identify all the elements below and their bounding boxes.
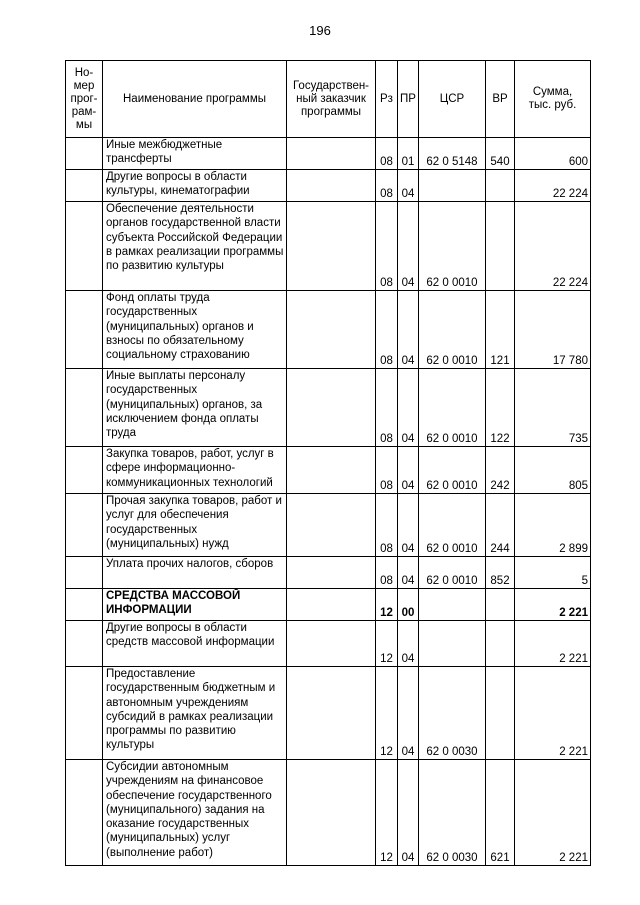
cell-pr: 00 [398,589,419,621]
cell-program-name: Обеспечение деятельности органов государственной власти субъекта Российской Федерации в рамках реализации программы по развитию культуры [103,202,287,291]
cell-program-name: Прочая закупка товаров, работ и услуг для обеспечения государственных (муниципальных) нужд [103,494,287,557]
cell-program-name: Фонд оплаты труда государственных (муниципальных) органов и взносы по обязательному социальному страхованию [103,291,287,369]
table-row [66,369,591,447]
cell-state-customer [287,369,376,447]
cell-program-name: Уплата прочих налогов, сборов [103,557,287,589]
cell-pr: 04 [398,621,419,667]
header-state-customer: Государствен- ный заказчик программы [287,61,376,138]
cell-state-customer [287,170,376,202]
table-row [66,447,591,494]
cell-csr: 62 0 5148 [419,138,486,170]
cell-vr: 244 [486,494,515,557]
cell-vr [486,621,515,667]
cell-vr: 621 [486,760,515,866]
cell-sum: 2 221 [515,667,591,760]
cell-program-name: Иные выплаты персоналу государственных (муниципальных) органов, за исключением фонда оплаты труда [103,369,287,447]
header-program-number: Но- мер прог- рам- мы [66,61,103,138]
table-row [66,291,591,369]
cell-sum: 2 899 [515,494,591,557]
page-number: 196 [309,23,331,38]
cell-rz: 08 [376,447,398,494]
table-header-row [66,61,591,138]
cell-rz: 12 [376,589,398,621]
cell-program-number [66,202,103,291]
cell-program-number [66,170,103,202]
cell-csr [419,621,486,667]
cell-state-customer [287,202,376,291]
cell-sum: 600 [515,138,591,170]
cell-pr: 04 [398,494,419,557]
cell-pr: 04 [398,202,419,291]
cell-pr: 04 [398,170,419,202]
cell-state-customer [287,557,376,589]
cell-program-number [66,667,103,760]
cell-csr: 62 0 0010 [419,291,486,369]
cell-state-customer [287,494,376,557]
cell-rz: 08 [376,202,398,291]
cell-program-number [66,760,103,866]
cell-sum: 22 224 [515,202,591,291]
cell-pr: 04 [398,447,419,494]
cell-csr: 62 0 0010 [419,447,486,494]
cell-sum: 22 224 [515,170,591,202]
header-csr: ЦСР [419,61,486,138]
table-row [66,494,591,557]
cell-vr [486,589,515,621]
cell-program-number [66,589,103,621]
cell-rz: 12 [376,667,398,760]
cell-vr: 852 [486,557,515,589]
cell-program-name: Другие вопросы в области культуры, кинематографии [103,170,287,202]
cell-rz: 08 [376,494,398,557]
cell-vr: 121 [486,291,515,369]
cell-csr: 62 0 0010 [419,494,486,557]
header-sum: Сумма, тыс. руб. [515,61,591,138]
cell-pr: 04 [398,667,419,760]
cell-pr: 01 [398,138,419,170]
cell-vr: 122 [486,369,515,447]
cell-state-customer [287,589,376,621]
table-row [66,557,591,589]
table-row [66,667,591,760]
budget-table [65,60,591,866]
table-row [66,589,591,621]
cell-vr: 540 [486,138,515,170]
table-row [66,138,591,170]
cell-sum: 2 221 [515,760,591,866]
cell-program-number [66,557,103,589]
header-pr: ПР [398,61,419,138]
cell-state-customer [287,447,376,494]
cell-program-name: Предоставление государственным бюджетным и автономным учреждениям субсидий в рамках реализации программы по развитию культуры [103,667,287,760]
cell-sum: 5 [515,557,591,589]
cell-csr: 62 0 0030 [419,760,486,866]
cell-program-name: Другие вопросы в области средств массовой информации [103,621,287,667]
table-row [66,170,591,202]
cell-rz: 08 [376,291,398,369]
cell-csr: 62 0 0010 [419,557,486,589]
cell-csr: 62 0 0010 [419,369,486,447]
table-row [66,202,591,291]
cell-vr [486,202,515,291]
cell-program-number [66,291,103,369]
cell-vr [486,667,515,760]
cell-rz: 08 [376,170,398,202]
cell-csr [419,170,486,202]
cell-pr: 04 [398,760,419,866]
cell-program-name: Иные межбюджетные трансферты [103,138,287,170]
cell-state-customer [287,138,376,170]
cell-state-customer [287,621,376,667]
cell-program-number [66,447,103,494]
cell-state-customer [287,667,376,760]
cell-state-customer [287,760,376,866]
cell-state-customer [287,291,376,369]
header-program-name: Наименование программы [103,61,287,138]
cell-sum: 735 [515,369,591,447]
table-row [66,621,591,667]
cell-sum: 2 221 [515,621,591,667]
cell-program-number [66,494,103,557]
cell-rz: 12 [376,760,398,866]
cell-program-number [66,138,103,170]
header-vr: ВР [486,61,515,138]
cell-program-name: Закупка товаров, работ, услуг в сфере информационно-коммуникационных технологий [103,447,287,494]
cell-csr: 62 0 0010 [419,202,486,291]
cell-sum: 805 [515,447,591,494]
cell-pr: 04 [398,369,419,447]
cell-program-name: Субсидии автономным учреждениям на финансовое обеспечение государственного (муниципального) задания на оказание государственных (муниципальных) услуг (выполнение работ) [103,760,287,866]
cell-program-number [66,369,103,447]
cell-sum: 2 221 [515,589,591,621]
cell-csr [419,589,486,621]
header-rz: Рз [376,61,398,138]
cell-program-number [66,621,103,667]
cell-program-name: СРЕДСТВА МАССОВОЙ ИНФОРМАЦИИ [103,589,287,621]
cell-rz: 08 [376,138,398,170]
table-row [66,760,591,866]
cell-vr: 242 [486,447,515,494]
cell-pr: 04 [398,291,419,369]
cell-sum: 17 780 [515,291,591,369]
cell-rz: 12 [376,621,398,667]
cell-pr: 04 [398,557,419,589]
cell-rz: 08 [376,369,398,447]
cell-vr [486,170,515,202]
cell-csr: 62 0 0030 [419,667,486,760]
cell-rz: 08 [376,557,398,589]
